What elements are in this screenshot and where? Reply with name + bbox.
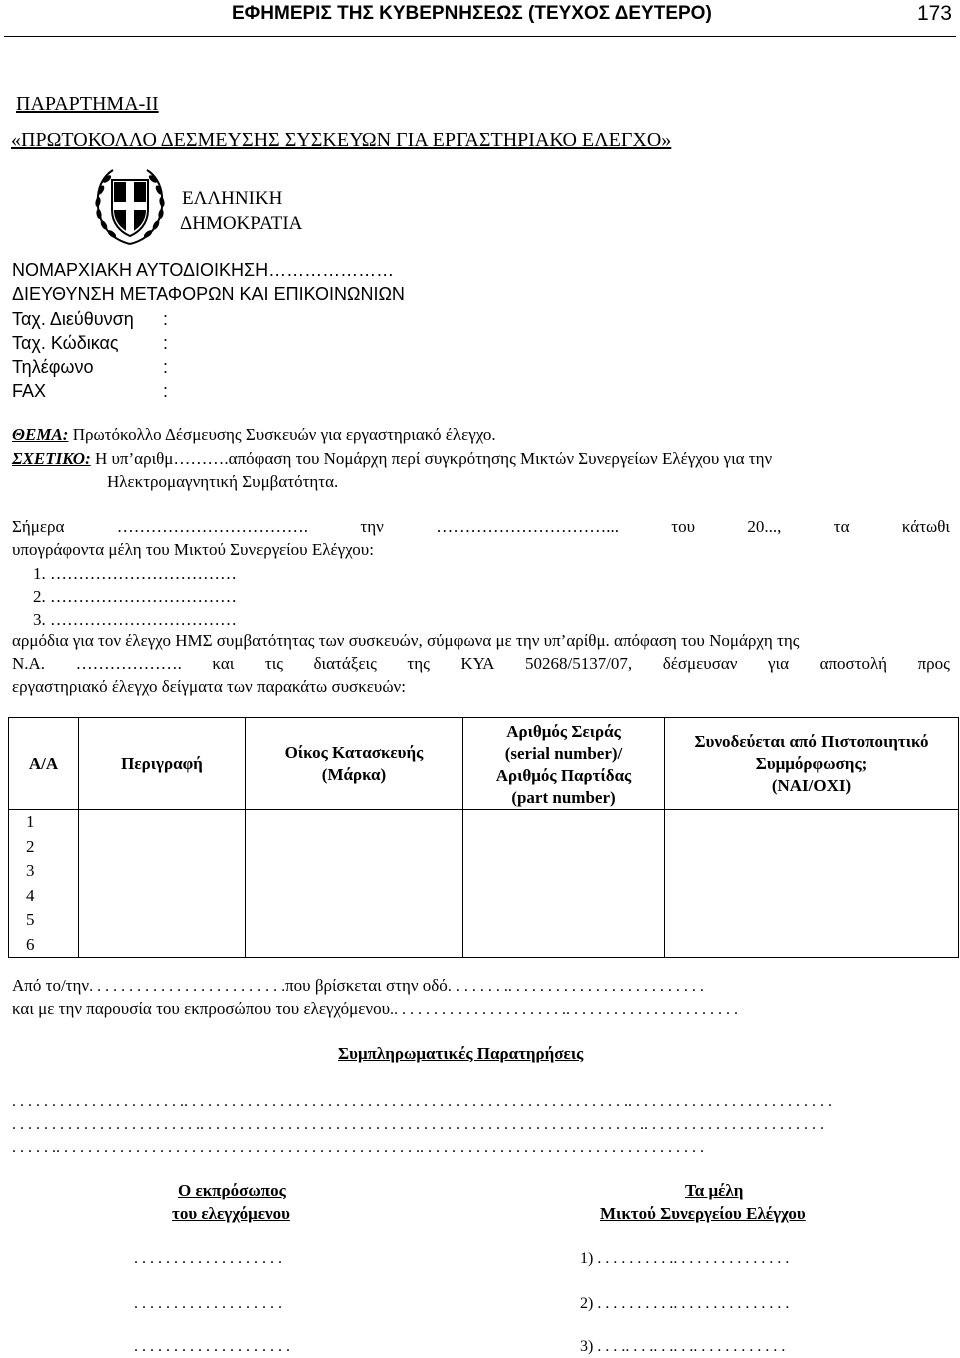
location-street-blank: . . . . . . . .. . . . . . . . . . . . . . . . . . . . . . . . . [447,978,704,995]
location-from-blank: . . . . . . . . . . . . . . . . . . . . . . . . . [89,978,286,995]
paragraph-line2 [12,654,950,674]
para-word: 50268/5137/07, [524,654,633,673]
representative-signature-line: . . . . . . . . . . . . . . . . . . . [134,1295,282,1312]
address-colon: : [163,309,169,329]
para-word: και [212,654,235,673]
related-label: ΣΧΕΤΙΚΟ: [12,449,91,468]
member-line: 3. …………………………… [33,610,237,629]
page-number: 173 [916,2,952,25]
remarks-title: Συμπληρωματικές Παρατηρήσεις [338,1044,584,1063]
year-blank: 20..., [747,517,782,536]
header-maker-line: Οίκος Κατασκευής [284,742,424,762]
location-line [12,976,704,996]
header-certificate-line: (ΝΑΙ/ΟΧΙ) [771,776,852,795]
member-signature-line: 2) . . . . . . . . . .. . . . . . . . . . . . . . . [580,1295,790,1312]
representative-blank: .. . . . . . . . . . . . . . . . . . . . . .. . . . . . . . . . . . . . . . . . . . . . [390,1001,739,1018]
description-cell[interactable] [79,810,246,958]
header-serial-line: Αριθμός Σειράς [506,722,621,741]
header-certificate [665,718,959,810]
row-number: 1 [26,812,35,831]
protocol-title: «ΠΡΩΤΟΚΟΛΛΟ ΔΕΣΜΕΥΣΗΣ ΣΥΣΚΕΥΩΝ ΓΙΑ ΕΡΓΑΣΤΗΡΙΑΚΟ ΕΛΕΓΧΟ» [11,129,672,151]
members-signature-title: Τα μέλη [685,1181,744,1200]
serial-cell[interactable] [463,810,665,958]
member-signature-line: 3) . . . .. . . .. . .. . .. . . . . . . . . . . . [580,1338,786,1355]
date-blank: ……………………………. [116,517,309,536]
header-serial-line: Αριθμός Παρτίδας [495,766,632,785]
certificate-cell[interactable] [665,810,959,958]
postal-code-colon: : [163,333,169,353]
row-numbers-cell [9,810,79,958]
para-word: αποστολή [819,654,888,673]
header-aa: Α/Α [9,718,79,810]
subject-label: ΘΕΜΑ: [12,425,69,444]
subject-line [12,425,496,445]
fax-colon: : [163,381,169,401]
month-blank: …………………………... [436,517,619,536]
para-word: διατάξεις [313,654,377,673]
members-signature-subtitle: Μικτού Συνεργείου Ελέγχου [600,1204,806,1223]
today-word: τα [833,517,850,536]
today-word: του [671,517,696,536]
signatories-line: υπογράφοντα μέλη του Μικτού Συνεργείου Ελέγχου: [12,540,374,559]
remarks-line: . . . . . . . . . . . . . . . . . . . . . .. . . . . . . . . . . . . . . . . . . . . . . . . . . . . . . . . . . . . . . . . . . . . . . . . . . . . . . .. . . . . . . . . . . . . . . . . . . . . . . . . . [12,1093,832,1110]
today-word: Σήμερα [12,517,65,536]
related-line [12,449,772,469]
representative-signature-line: . . . . . . . . . . . . . . . . . . . . [134,1338,290,1355]
prefecture-line: ΝΟΜΑΡΧΙΑΚΗ ΑΥΤΟΔΙΟΙΚΗΣΗ………………… [12,260,395,280]
header-serial [463,718,665,810]
para-word: ΚΥΑ [460,654,495,673]
row-number: 4 [26,885,35,905]
para-word: ………………. [75,654,182,673]
header-certificate-line: Συμμόρφωσης; [755,754,868,773]
row-number: 5 [26,910,35,929]
header-rule [4,36,956,37]
member-line: 1. …………………………… [33,564,237,583]
subject-text: Πρωτόκολλο Δέσμευσης Συσκευών για εργαστηριακό έλεγχο. [68,425,496,444]
representative-signature-line: . . . . . . . . . . . . . . . . . . . [134,1250,282,1267]
remarks-line: . . . . . . . . . . . . . . . . . . . . . . . .. . . . . . . . . . . . . . . . . . . . . . . . . . . . . . . . . . . . . . . . . . . . . . . . . . . . . . . .. . . . . . . . . . . . . . . . . . . . . . . [12,1116,824,1133]
representative-label: και με την παρουσία του εκπροσώπου του ελεγχόμενου [12,999,391,1018]
phone-label: Τηλέφωνο [12,357,94,377]
para-word: προς [917,654,950,673]
header-description: Περιγραφή [79,718,246,810]
gazette-title: ΕΦΗΜΕΡΙΣ ΤΗΣ ΚΥΒΕΡΝΗΣΕΩΣ (ΤΕΥΧΟΣ ΔΕΥΤΕΡΟ) [232,3,712,24]
location-from-label: Από το/την [12,976,90,995]
para-word: τις [264,654,283,673]
representative-signature-title: Ο εκπρόσωπος [178,1181,286,1200]
representative-signature-subtitle: του ελεγχόμενου [172,1204,290,1223]
related-text-continued: Ηλεκτρομαγνητική Συμβατότητα. [107,472,339,491]
today-word: κάτωθι [901,517,950,536]
header-serial-line: (serial number)/ [504,744,623,763]
devices-table [8,717,959,958]
republic-line1: ΕΛΛΗΝΙΚΗ [182,188,283,209]
member-line: 2. …………………………… [33,587,237,606]
phone-colon: : [163,357,169,377]
location-street-label: που βρίσκεται στην οδό [285,976,448,995]
header-serial-line: (part number) [511,788,616,807]
maker-cell[interactable] [246,810,463,958]
header-maker-line: (Μάρκα) [321,764,387,784]
related-text: Η υπ’αριθμ……….απόφαση του Νομάρχη περί συγκρότησης Μικτών Συνεργείων Ελέγχου για την [90,449,773,468]
para-word: της [407,654,430,673]
para-word: για [768,654,790,673]
today-line [12,517,950,537]
postal-code-label: Ταχ. Κώδικας [12,333,119,353]
paragraph-line1: αρμόδια για τον έλεγχο ΗΜΣ συμβατότητας των συσκευών, σύμφωνα με την υπ’αρίθμ. απόφαση του Νομάρχη της [12,631,800,650]
row-number: 2 [26,836,35,856]
member-signature-line: 1) . . . . . . . . . .. . . . . . . . . . . . . . . [580,1250,790,1267]
directorate-line: ΔΙΕΥΘΥΝΣΗ ΜΕΤΑΦΟΡΩΝ ΚΑΙ ΕΠΙΚΟΙΝΩΝΙΩΝ [12,284,405,304]
republic-line2: ΔΗΜΟΚΡΑΤΙΑ [180,213,303,234]
representative-line [12,999,738,1019]
greek-coat-of-arms-icon [93,166,167,248]
para-word: Ν.Α. [12,654,46,673]
row-number: 6 [26,934,35,954]
today-word: την [360,517,384,536]
fax-label: FAX [12,381,47,401]
header-maker [246,718,463,810]
row-number: 3 [26,861,35,880]
paragraph-line3: εργαστηριακό έλεγχο δείγματα των παρακάτω συσκευών: [12,677,406,696]
annex-title: ΠΑΡΑΡΤΗΜΑ-ΙΙ [16,93,159,115]
address-label: Ταχ. Διεύθυνση [12,309,134,329]
header-certificate-line: Συνοδεύεται από Πιστοποιητικό [694,732,929,751]
remarks-line: . . . . . .. . . . . . . . . . . . . . . . . . . . . . . . . . . . . . . . . . . . . . . . . . . . . .. . . . . . . . . . . . . . . . . . . . . . . . . . . . . . . . . . . . [12,1139,704,1156]
para-word: δέσμευσαν [662,654,738,673]
